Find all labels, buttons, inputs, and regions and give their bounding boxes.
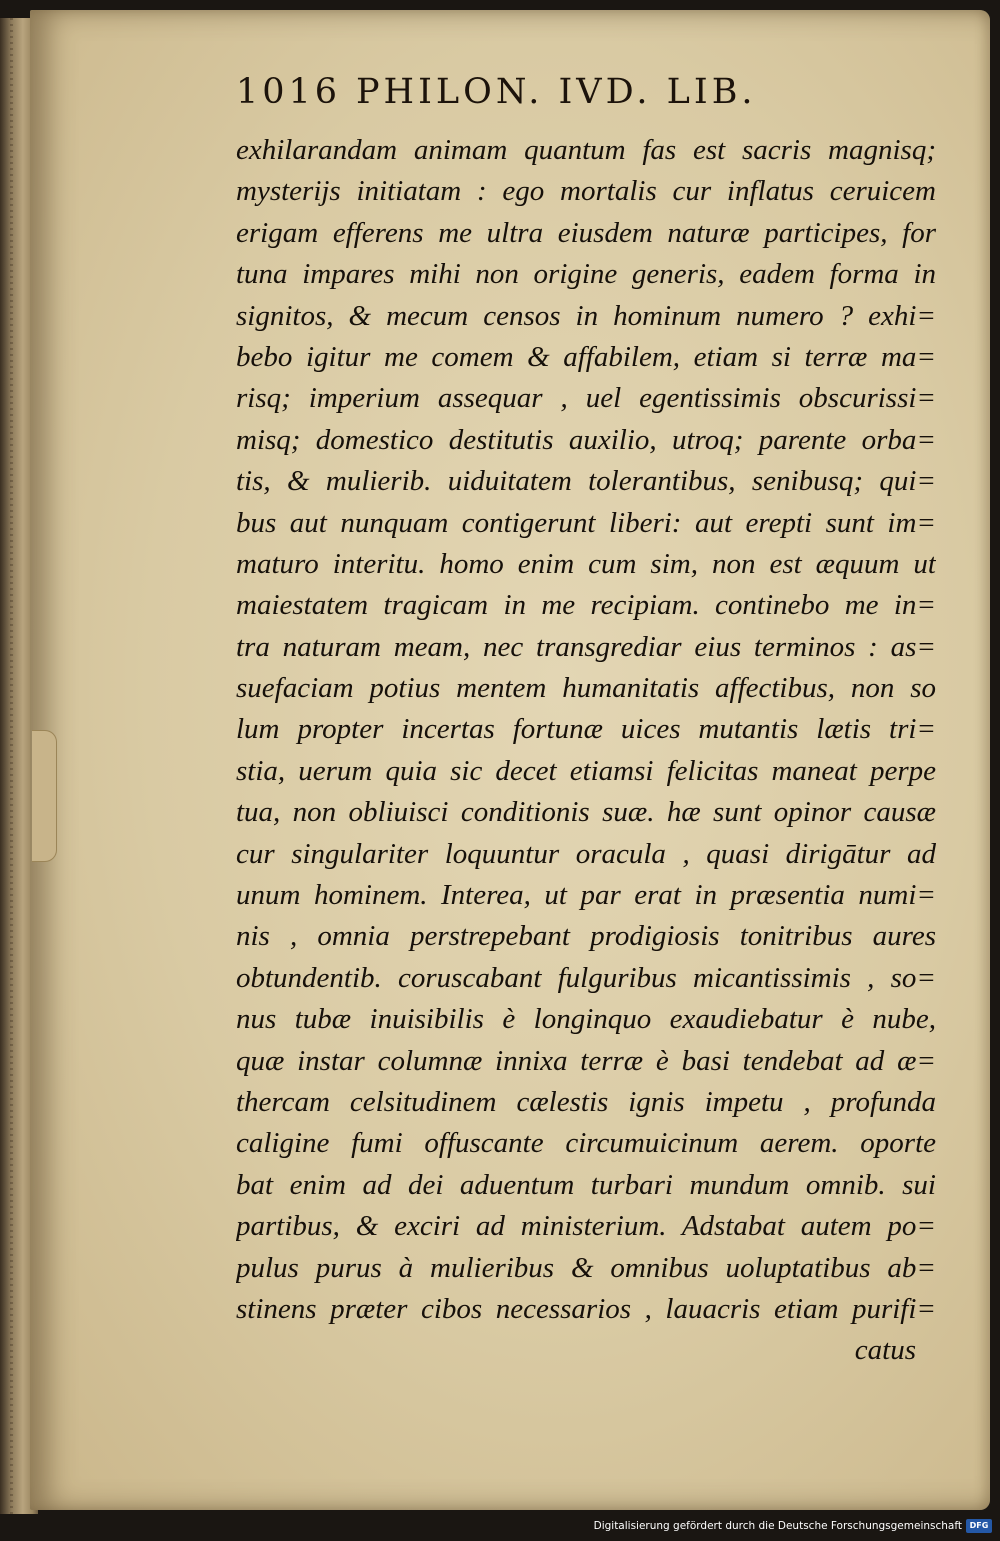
text-line: obtundentib. coruscabant fulguribus micantissimis , so= (236, 961, 936, 994)
text-line: thercam celsitudinem cælestis ignis impetu , profunda (236, 1085, 936, 1118)
text-line: maiestatem tragicam in me recipiam. continebo me in= (236, 589, 936, 622)
text-line: nus tubæ inuisibilis è longinquo exaudiebatur è nube, (236, 1003, 936, 1036)
page-header (236, 72, 876, 112)
text-line: quæ instar columnæ innixa terræ è basi tendebat ad æ= (236, 1044, 936, 1077)
page-number: 1016 (236, 72, 342, 112)
digitization-credit (594, 1519, 992, 1533)
text-line: bebo igitur me comem & affabilem, etiam si terræ ma= (236, 340, 936, 373)
text-line: tuna impares mihi non origine generis, eadem forma in (236, 258, 936, 291)
text-line: tua, non obliuisci conditionis suæ. hæ sunt opinor causæ (236, 796, 936, 829)
text-line: erigam efferens me ultra eiusdem naturæ participes, for (236, 216, 936, 249)
text-line: stinens præter cibos necessarios , lauacris etiam purifi= (236, 1292, 936, 1325)
text-line: lum propter incertas fortunæ uices mutantis lætis tri= (236, 713, 936, 746)
body-text (236, 130, 936, 1372)
text-line: misq; domestico destitutis auxilio, utroq; parente orba= (236, 423, 936, 456)
text-line: caligine fumi offuscante circumuicinum aerem. oporte (236, 1127, 936, 1160)
text-line: risq; imperium assequar , uel egentissimis obscurissi= (236, 382, 936, 415)
text-line: pulus purus à mulieribus & omnibus uoluptatibus ab= (236, 1251, 936, 1284)
running-title: PHILON. IVD. LIB. (356, 72, 757, 112)
text-line: nis , omnia perstrepebant prodigiosis tonitribus aures (236, 920, 936, 953)
text-line: partibus, & exciri ad ministerium. Adstabat autem po= (236, 1210, 936, 1243)
text-line: bus aut nunquam contigerunt liberi: aut erepti sunt im= (236, 506, 936, 539)
text-line: unum hominem. Interea, ut par erat in præsentia numi= (236, 879, 936, 912)
dfg-logo: DFG (966, 1519, 992, 1533)
text-line: maturo interitu. homo enim cum sim, non est æquum ut (236, 547, 936, 580)
text-line: cur singulariter loquuntur oracula , quasi dirigātur ad (236, 837, 936, 870)
text-line: signitos, & mecum censos in hominum numero ? exhi= (236, 299, 936, 332)
page-tab (32, 730, 57, 862)
text-line: catus (854, 1334, 916, 1367)
text-line: stia, uerum quia sic decet etiamsi felicitas maneat perpe (236, 754, 936, 787)
text-line: tis, & mulierib. uiduitatem tolerantibus, senibusq; qui= (236, 465, 936, 498)
text-line: tra naturam meam, nec transgrediar eius terminos : as= (236, 630, 936, 663)
text-line: exhilarandam animam quantum fas est sacris magnisq; (236, 134, 936, 166)
text-line: mysterijs initiatam : ego mortalis cur inflatus ceruicem (236, 175, 936, 208)
text-line: suefaciam potius mentem humanitatis affectibus, non so (236, 672, 936, 705)
text-line: bat enim ad dei aduentum turbari mundum omnib. sui (236, 1168, 936, 1201)
credit-text: Digitalisierung gefördert durch die Deutsche Forschungsgemeinschaft (593, 1520, 962, 1532)
